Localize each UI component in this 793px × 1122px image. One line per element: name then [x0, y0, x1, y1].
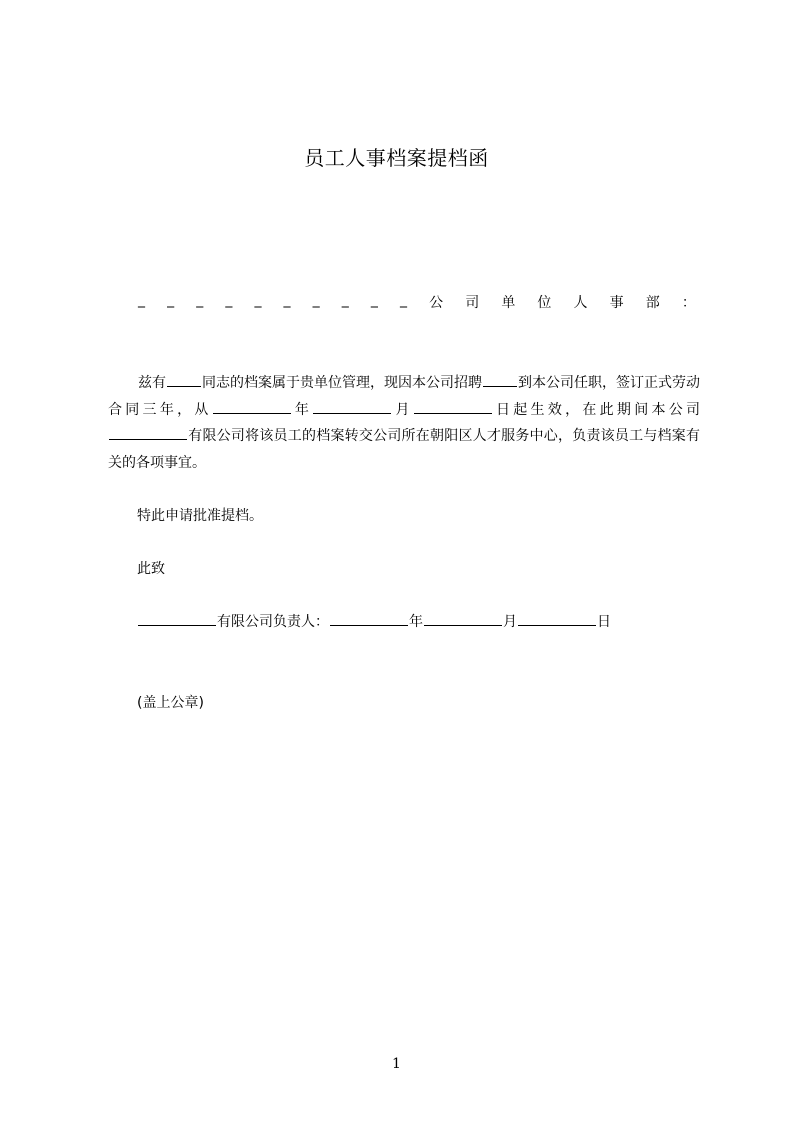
addressee-char: ： [681, 295, 696, 311]
addressee-char: 单 [501, 295, 516, 311]
addressee-char: 公 [429, 295, 444, 311]
signature-year-blank[interactable] [330, 611, 408, 626]
start-month-blank[interactable] [313, 399, 391, 414]
signature-month-blank[interactable] [424, 611, 502, 626]
page-number: 1 [392, 1056, 401, 1072]
signature-text: 年 [409, 614, 423, 630]
signature-day-blank[interactable] [518, 611, 596, 626]
addressee-char: _ [167, 292, 175, 308]
addressee-char: 事 [609, 295, 624, 311]
addressee-char: _ [196, 292, 204, 308]
addressee-char: _ [341, 292, 349, 308]
body-text: 年 [291, 401, 313, 418]
salutation: 此致 [137, 561, 165, 577]
addressee-char: _ [254, 292, 262, 308]
body-text: 同志的档案属于贵单位管理，现因本公司招聘 [202, 375, 482, 391]
start-day-blank[interactable] [414, 399, 492, 414]
signature-company-blank[interactable] [138, 611, 216, 626]
body-paragraph [108, 370, 700, 476]
addressee-char: 部 [645, 295, 660, 311]
document-title: 员工人事档案提档函 [304, 146, 489, 170]
addressee-line [138, 292, 696, 312]
company-name-blank[interactable] [109, 425, 187, 440]
body-text: 月 [392, 401, 413, 418]
addressee-char: _ [283, 292, 291, 308]
body-text: 日起生效，在此期间本公司 [492, 401, 701, 418]
addressee-char: _ [370, 292, 378, 308]
start-year-blank[interactable] [213, 399, 291, 414]
signature-line [137, 611, 611, 631]
signature-text: 有限公司负责人： [217, 614, 329, 630]
seal-note: (盖上公章) [137, 695, 204, 711]
body-text: 兹有 [138, 375, 166, 391]
addressee-char: 司 [465, 295, 480, 311]
addressee-char: 人 [573, 295, 588, 311]
request-line: 特此申请批准提档。 [137, 508, 263, 524]
body-text: 有限公司将该员工的档案转交公司所在朝阳区人才服务中心，负责该员工与档案有关的各项事宜。 [108, 428, 700, 471]
body-text: 到本公司任职，签订正式劳动合同三年，从 [108, 375, 700, 418]
signature-text: 日 [597, 614, 611, 630]
addressee-char: _ [138, 292, 145, 308]
addressee-char: 位 [537, 295, 552, 311]
addressee-char: _ [312, 292, 320, 308]
addressee-char: _ [225, 292, 233, 308]
name-blank[interactable] [167, 372, 201, 387]
signature-text: 月 [503, 614, 517, 630]
addressee-char: _ [399, 292, 407, 308]
position-blank[interactable] [483, 372, 517, 387]
